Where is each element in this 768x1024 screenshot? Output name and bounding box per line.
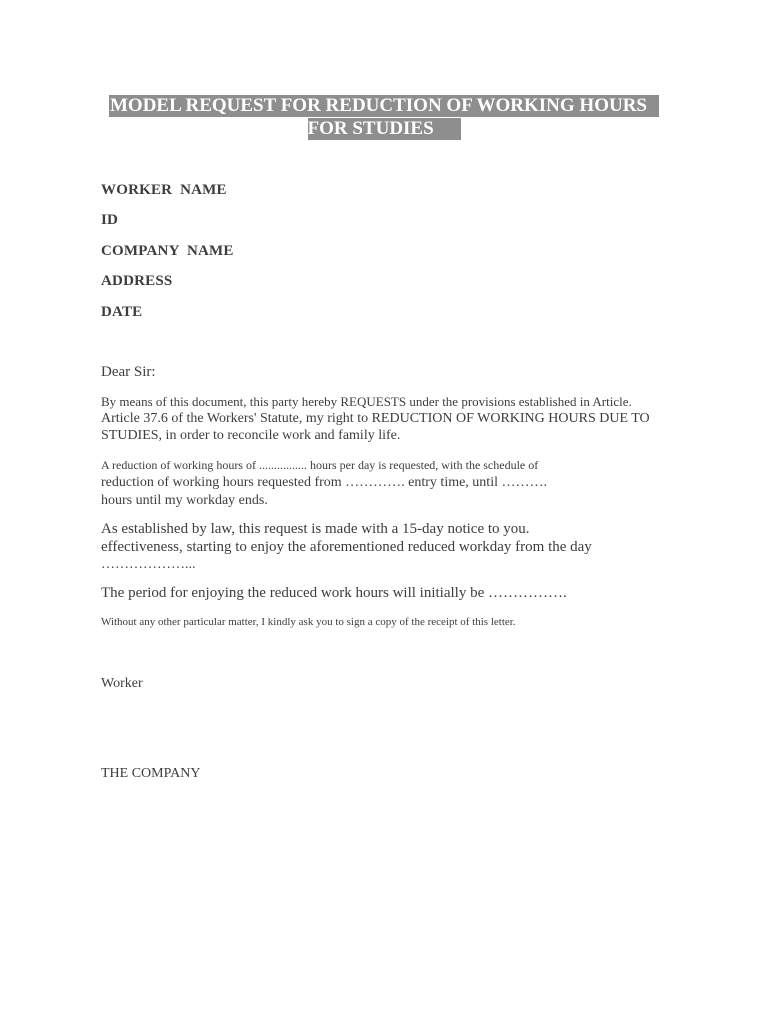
para1-line3: STUDIES, in order to reconcile work and family life.: [101, 428, 401, 443]
document-title-line-2: [0, 118, 768, 140]
para3-line2: effectiveness, starting to enjoy the aforementioned reduced workday from the day: [101, 539, 592, 555]
para2-line2: reduction of working hours requested from …………. entry time, until ……….: [101, 475, 547, 490]
para2-line3: hours until my workday ends.: [101, 493, 268, 508]
title-text-1: MODEL REQUEST FOR REDUCTION OF WORKING HOURS: [109, 95, 659, 117]
date-label: DATE: [101, 304, 143, 320]
para5: Without any other particular matter, I kindly ask you to sign a copy of the receipt of this letter.: [101, 616, 516, 628]
signature-company: THE COMPANY: [101, 766, 201, 781]
para4: The period for enjoying the reduced work hours will initially be …………….: [101, 585, 567, 601]
para3-line3: ………………...: [101, 557, 196, 572]
salutation: Dear Sir:: [101, 364, 156, 380]
para3-line1: As established by law, this request is made with a 15-day notice to you.: [101, 521, 530, 537]
id-label: ID: [101, 212, 119, 228]
worker-name-label: WORKER NAME: [101, 182, 227, 198]
para2-line1: A reduction of working hours of ................ hours per day is requested, with the schedule of: [101, 458, 539, 472]
title-text-2: FOR STUDIES: [308, 118, 461, 140]
address-label: ADDRESS: [101, 273, 173, 289]
para1-line2: Article 37.6 of the Workers' Statute, my right to REDUCTION OF WORKING HOURS DUE TO: [101, 411, 650, 426]
signature-worker: Worker: [101, 676, 143, 691]
para1-line1: By means of this document, this party hereby REQUESTS under the provisions established in Article.: [101, 394, 632, 409]
company-name-label: COMPANY NAME: [101, 243, 234, 259]
